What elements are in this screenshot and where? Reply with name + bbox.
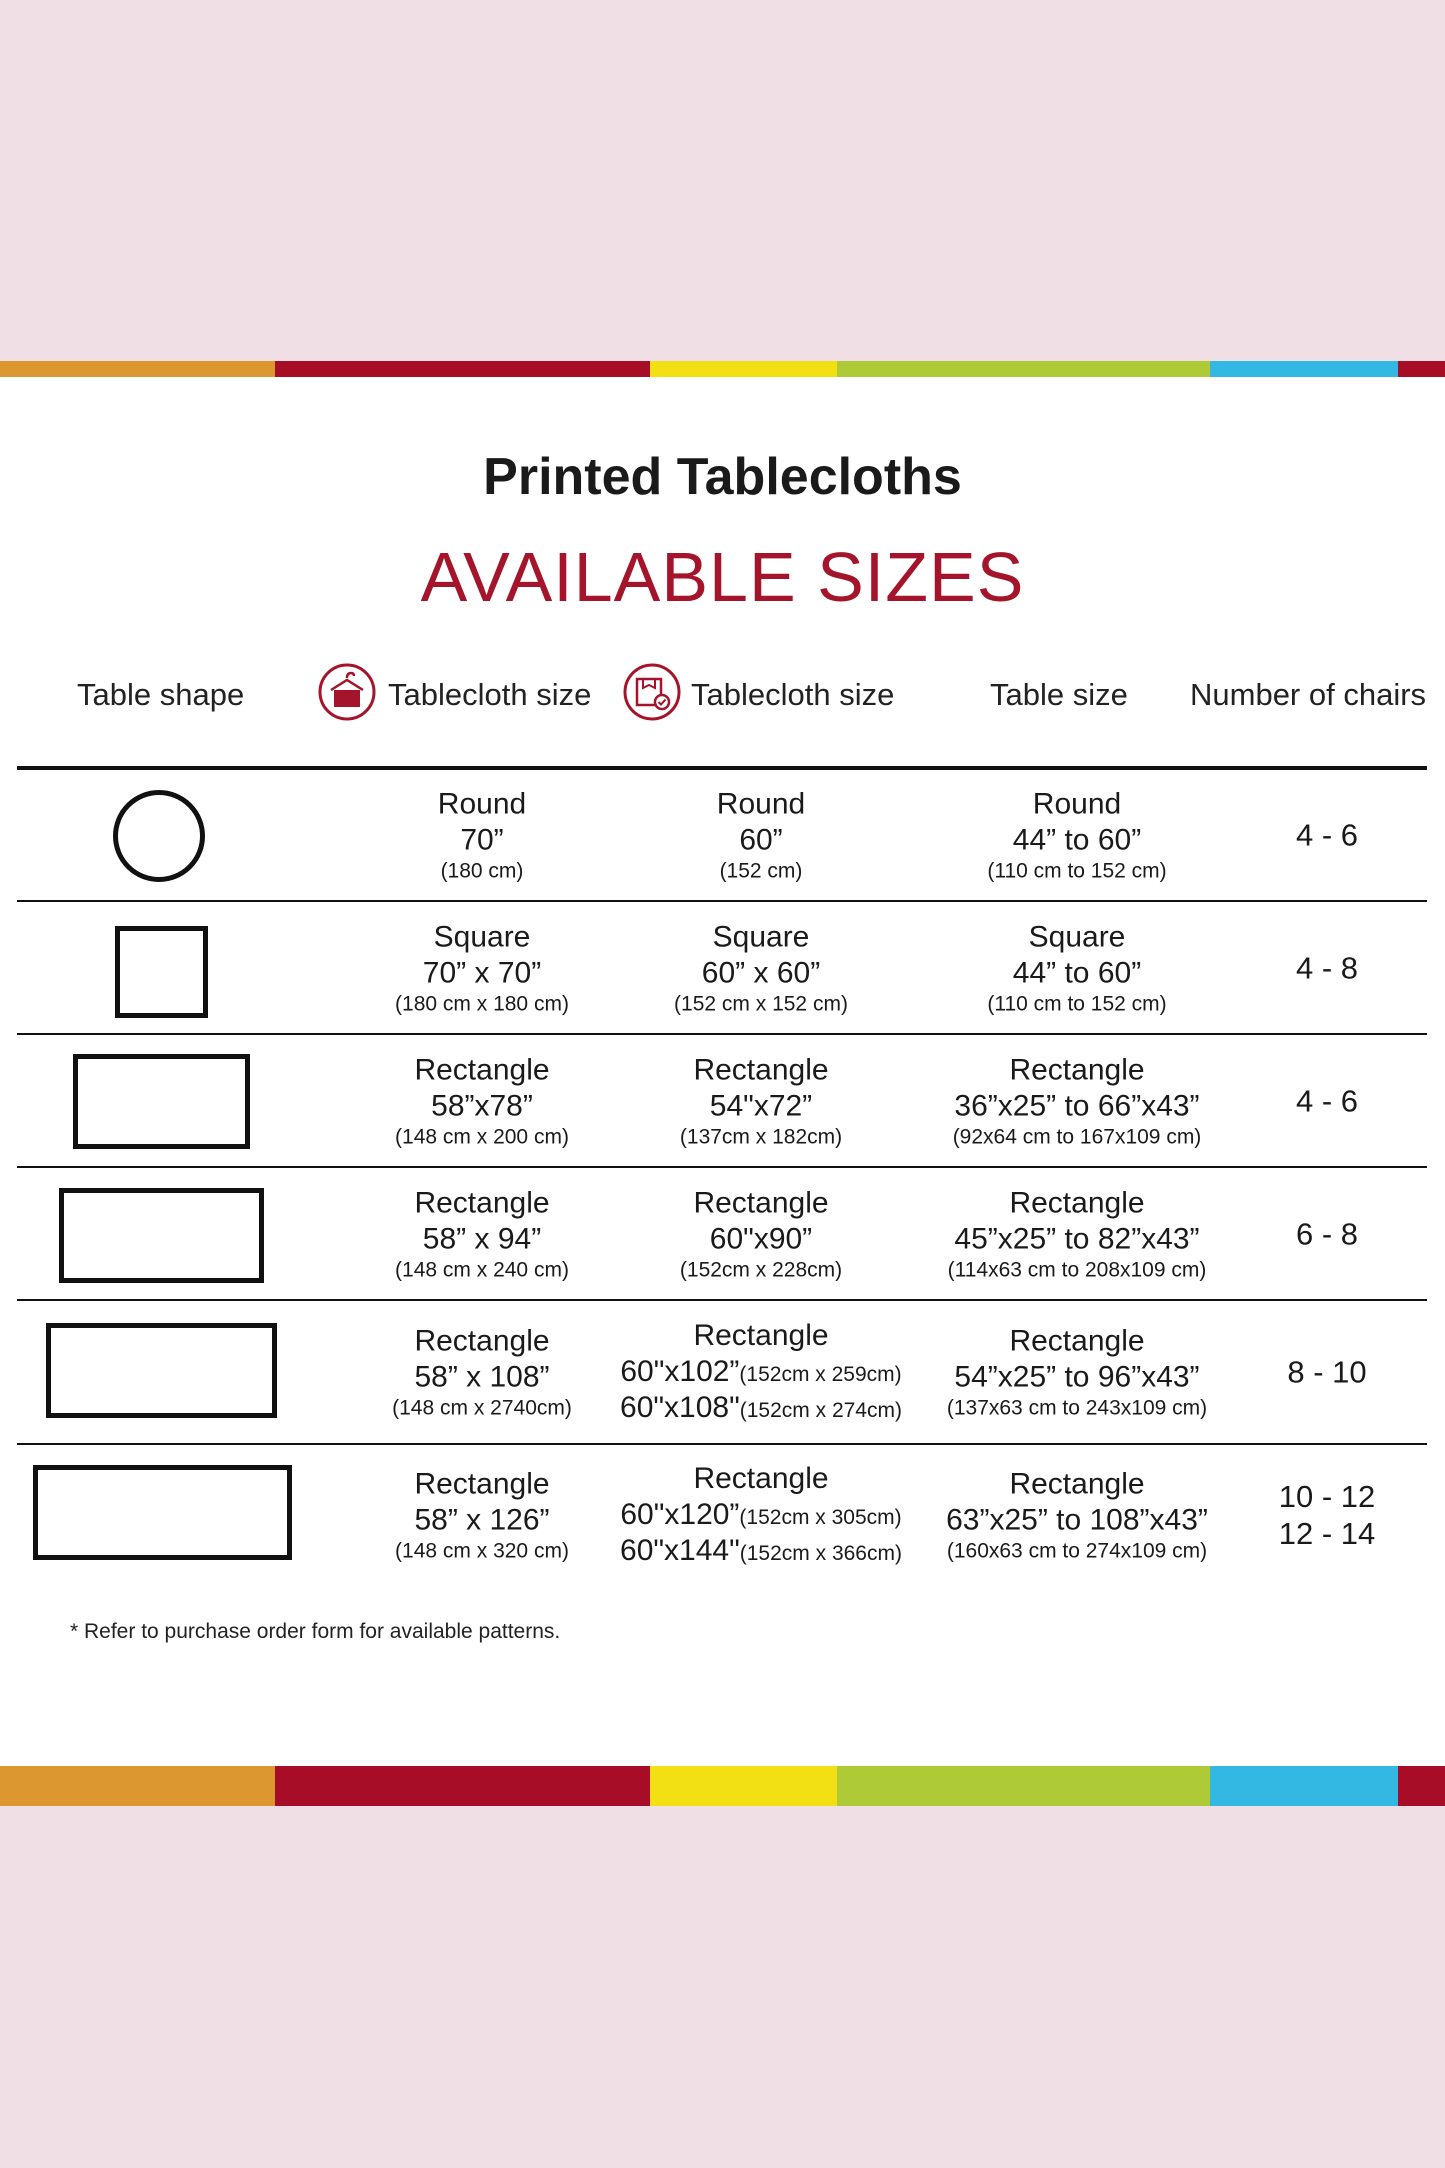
size-metric: (148 cm x 200 cm)	[395, 1124, 569, 1148]
size-inches: 36”x25” to 66”x43”	[954, 1088, 1200, 1122]
size-metric: (92x64 cm to 167x109 cm)	[952, 1124, 1202, 1148]
table-row	[17, 1301, 1427, 1445]
size-inches: 58”x78”	[431, 1088, 533, 1122]
shape-type: Rectangle	[1009, 1052, 1145, 1086]
footnote: * Refer to purchase order form for available patterns.	[70, 1620, 561, 1643]
size-inches: 60"x108"	[620, 1391, 740, 1424]
table-size-cell	[917, 1185, 1237, 1282]
shape-type: Rectangle	[414, 1185, 550, 1219]
size-option-b	[602, 1533, 920, 1569]
stripe-red	[275, 1766, 650, 1806]
shape-type: Round	[1032, 787, 1122, 821]
top-color-stripe	[0, 361, 1445, 377]
chairs-cell: 4 - 8	[1295, 949, 1359, 985]
size-inches: 60”	[739, 823, 783, 857]
tablecloth-size-1-cell	[346, 786, 618, 883]
size-metric: (110 cm to 152 cm)	[987, 991, 1167, 1015]
table-size-cell	[917, 919, 1237, 1016]
shape-type: Rectangle	[414, 1467, 550, 1501]
shape-type: Round	[716, 787, 806, 821]
header-tablecloth-size-1: Tablecloth size	[388, 677, 592, 712]
size-metric: (114x63 cm to 208x109 cm)	[947, 1257, 1207, 1281]
tablecloth-size-1-cell	[346, 919, 618, 1016]
size-chart-sheet	[0, 377, 1445, 1766]
chairs-cell: 8 - 10	[1287, 1354, 1367, 1390]
size-inches: 45”x25” to 82”x43”	[954, 1221, 1200, 1255]
tablecloth-size-2-cell	[602, 1185, 920, 1282]
page-title: Printed Tablecloths	[483, 448, 962, 506]
stripe-yellow	[650, 361, 837, 377]
size-metric: (152cm x 366cm)	[739, 1542, 902, 1565]
chairs-option-a: 10 - 12	[1278, 1478, 1376, 1514]
tablecloth-size-2-cell	[602, 1318, 920, 1426]
size-option-a	[602, 1497, 920, 1533]
table-row	[17, 1035, 1427, 1168]
table-row	[17, 1168, 1427, 1301]
header-number-of-chairs: Number of chairs	[1190, 677, 1427, 712]
stripe-red-end	[1398, 361, 1445, 377]
chairs-cell: 6 - 8	[1295, 1215, 1359, 1251]
tablecloth-size-2-cell	[602, 1461, 920, 1569]
size-metric: (152cm x 228cm)	[679, 1257, 843, 1281]
size-metric: (152cm x 259cm)	[739, 1363, 902, 1386]
size-metric: (180 cm x 180 cm)	[395, 991, 569, 1015]
tablecloth-size-2-cell	[602, 919, 920, 1016]
size-inches: 60"x102”	[620, 1355, 740, 1388]
shape-type: Rectangle	[1009, 1467, 1145, 1501]
header-table-shape: Table shape	[77, 677, 245, 712]
rectangle-table-icon	[59, 1188, 264, 1283]
shape-type: Rectangle	[693, 1052, 829, 1086]
size-metric: (160x63 cm to 274x109 cm)	[946, 1539, 1208, 1563]
size-inches: 44” to 60”	[1012, 823, 1142, 857]
size-metric: (152 cm x 152 cm)	[674, 991, 848, 1015]
stripe-blue	[1210, 361, 1398, 377]
tablecloth-size-1-cell	[346, 1052, 618, 1149]
stripe-green	[837, 1766, 1210, 1806]
chairs-cell	[1237, 1478, 1417, 1552]
size-inches: 58” x 94”	[422, 1221, 542, 1255]
size-metric: (110 cm to 152 cm)	[987, 859, 1167, 883]
packaged-tablecloth-icon	[622, 662, 682, 722]
tablecloth-size-2-cell	[602, 786, 920, 883]
size-inches: 70”	[460, 823, 504, 857]
table-size-cell	[917, 1052, 1237, 1149]
size-inches: 63”x25” to 108”x43”	[946, 1503, 1208, 1537]
shape-type: Rectangle	[693, 1319, 829, 1352]
size-option-b	[602, 1390, 920, 1426]
rectangle-table-icon	[46, 1323, 277, 1418]
stripe-red-end	[1398, 1766, 1445, 1806]
size-metric: (148 cm x 2740cm)	[392, 1396, 572, 1420]
stripe-blue	[1210, 1766, 1398, 1806]
shape-type: Round	[437, 787, 527, 821]
size-metric: (152 cm)	[719, 859, 803, 883]
shape-type: Rectangle	[693, 1185, 829, 1219]
size-inches: 60” x 60”	[701, 955, 821, 989]
shape-type: Square	[1028, 919, 1126, 953]
shape-type: Rectangle	[693, 1462, 829, 1495]
page-subtitle: AVAILABLE SIZES	[420, 538, 1025, 616]
size-metric: (152cm x 305cm)	[739, 1506, 902, 1529]
rectangle-table-icon	[73, 1054, 250, 1149]
table-size-cell	[917, 1466, 1237, 1563]
size-inches: 44” to 60”	[1012, 955, 1142, 989]
chairs-cell: 4 - 6	[1295, 1082, 1359, 1118]
bottom-color-stripe	[0, 1766, 1445, 1806]
size-option-a	[602, 1354, 920, 1390]
hanging-tablecloth-icon	[317, 662, 377, 722]
table-row	[17, 770, 1427, 902]
size-inches: 60"x90”	[709, 1221, 813, 1255]
tablecloth-size-1-cell	[346, 1185, 618, 1282]
table-size-cell	[917, 1323, 1237, 1420]
shape-type: Square	[712, 919, 810, 953]
tablecloth-size-1-cell	[346, 1323, 618, 1420]
size-inches: 58” x 108”	[414, 1360, 550, 1394]
square-table-icon	[115, 926, 208, 1018]
stripe-orange	[0, 1766, 275, 1806]
stripe-green	[837, 361, 1210, 377]
circle-table-icon	[113, 790, 205, 882]
shape-type: Rectangle	[414, 1324, 550, 1358]
header-tablecloth-size-2: Tablecloth size	[691, 677, 895, 712]
shape-type: Rectangle	[1009, 1185, 1145, 1219]
stripe-orange	[0, 361, 275, 377]
stripe-yellow	[650, 1766, 837, 1806]
header-table-size: Table size	[990, 677, 1128, 712]
size-metric: (137x63 cm to 243x109 cm)	[946, 1396, 1208, 1420]
stripe-red	[275, 361, 650, 377]
shape-type: Rectangle	[414, 1052, 550, 1086]
size-inches: 60"x120”	[620, 1498, 740, 1531]
size-metric: (180 cm)	[440, 859, 524, 883]
size-metric: (148 cm x 320 cm)	[395, 1539, 569, 1563]
chairs-cell: 4 - 6	[1295, 817, 1359, 853]
size-inches: 54"x72”	[709, 1088, 813, 1122]
chairs-option-b: 12 - 14	[1278, 1516, 1376, 1551]
tablecloth-size-1-cell	[346, 1466, 618, 1563]
size-inches: 70” x 70”	[422, 955, 542, 989]
table-row	[17, 1445, 1427, 1585]
size-inches: 58” x 126”	[414, 1503, 550, 1537]
table-size-cell	[917, 786, 1237, 883]
shape-type: Rectangle	[1009, 1324, 1145, 1358]
table-row	[17, 902, 1427, 1035]
tablecloth-size-2-cell	[602, 1052, 920, 1149]
size-metric: (137cm x 182cm)	[679, 1124, 843, 1148]
size-metric: (152cm x 274cm)	[739, 1399, 902, 1422]
size-inches: 60"x144"	[620, 1534, 740, 1567]
size-inches: 54”x25” to 96”x43”	[954, 1360, 1200, 1394]
size-metric: (148 cm x 240 cm)	[395, 1257, 569, 1281]
rectangle-table-icon	[33, 1465, 292, 1560]
shape-type: Square	[433, 919, 531, 953]
